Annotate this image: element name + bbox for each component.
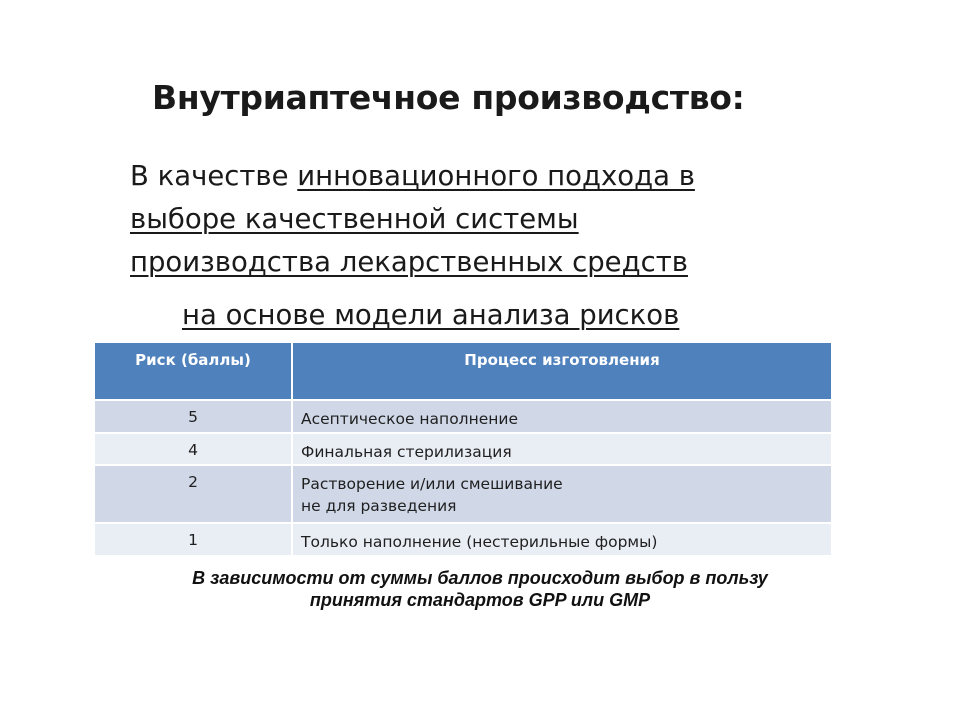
risk-score: 4	[95, 433, 292, 465]
process-name: Асептическое наполнение	[292, 400, 831, 433]
table-row	[95, 523, 831, 555]
intro-line-3: производства лекарственных средств	[130, 246, 688, 278]
process-name	[292, 465, 831, 523]
table-header-row	[95, 343, 831, 400]
footnote-line-2: принятия стандартов GPP или GMP	[309, 590, 651, 610]
process-name-line-1: Растворение и/или смешивание	[301, 475, 563, 493]
intro-prefix: В качестве	[130, 160, 298, 192]
risk-table	[95, 343, 831, 555]
basis-text: на основе модели анализа рисков	[182, 299, 680, 331]
intro-underlined-phrase: инновационного подхода в	[297, 160, 695, 192]
intro-line-1	[130, 155, 830, 198]
header-process: Процесс изготовления	[292, 343, 831, 400]
footnote-line-1: В зависимости от суммы баллов происходит выбор в пользу	[192, 568, 768, 588]
table-row	[95, 433, 831, 465]
table-row	[95, 465, 831, 523]
intro-line-2: выборе качественной системы	[130, 203, 579, 235]
table-row	[95, 400, 831, 433]
process-name: Финальная стерилизация	[292, 433, 831, 465]
risk-score: 2	[95, 465, 292, 523]
footnote	[95, 567, 865, 611]
risk-score: 5	[95, 400, 292, 433]
risk-score: 1	[95, 523, 292, 555]
intro-text	[130, 155, 830, 284]
process-name-line-2: не для разведения	[301, 497, 457, 515]
slide-title: Внутриаптечное производство:	[152, 78, 745, 117]
process-name: Только наполнение (нестерильные формы)	[292, 523, 831, 555]
header-risk: Риск (баллы)	[95, 343, 292, 400]
